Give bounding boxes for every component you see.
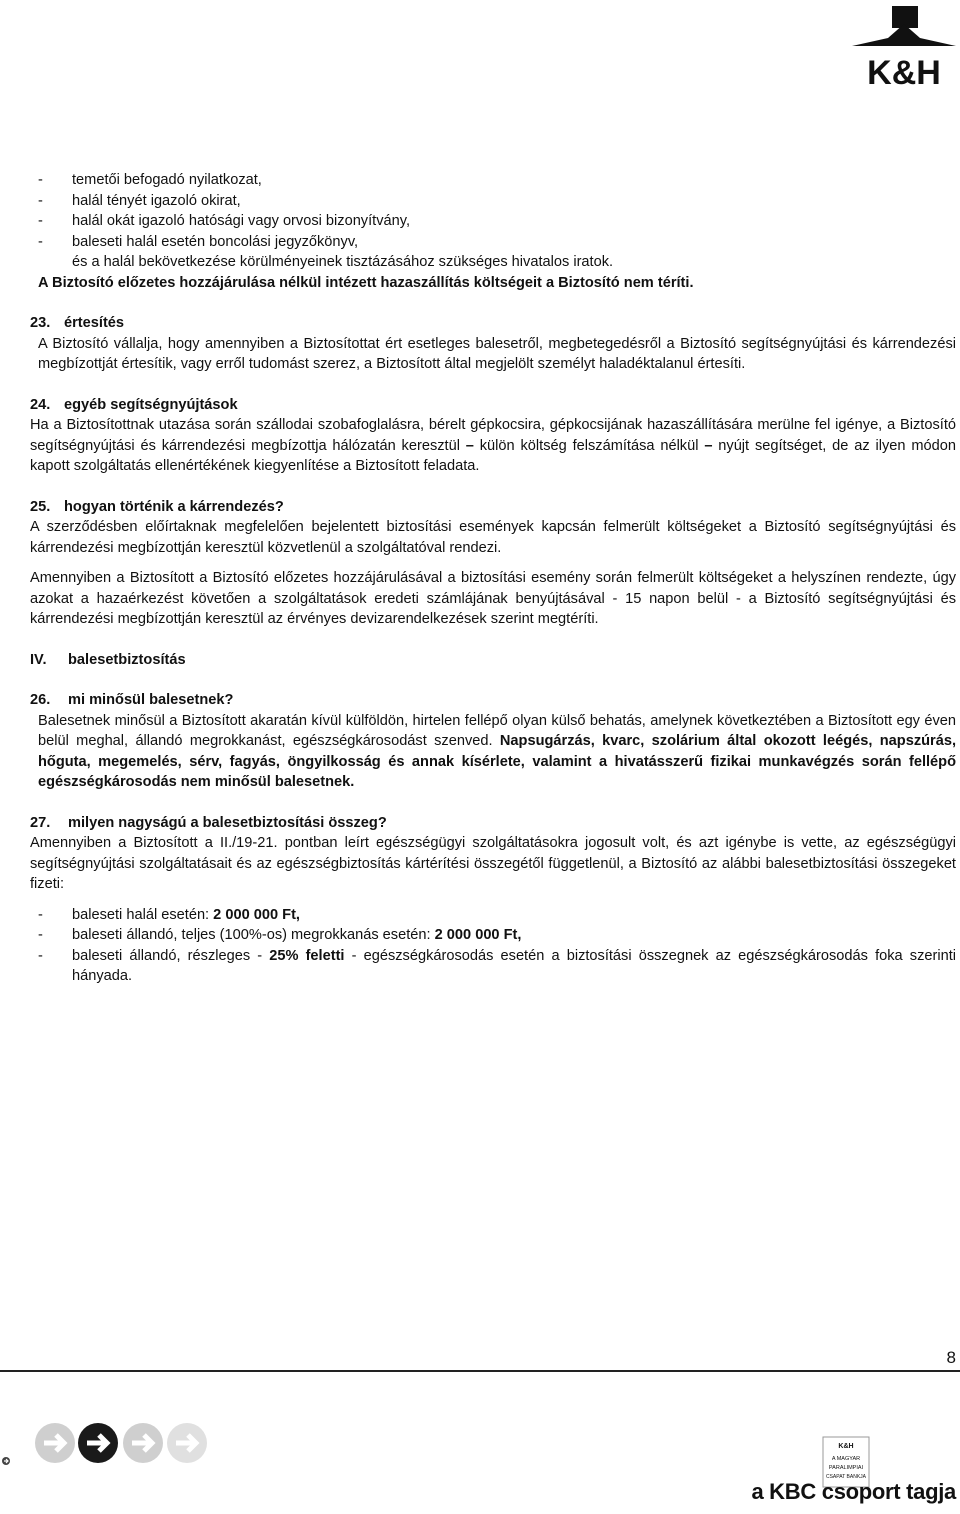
section-heading: 27. milyen nagyságú a balesetbiztosítási összeg? <box>30 814 387 831</box>
list-item: - halál tényét igazoló okirat, <box>38 192 241 209</box>
section-body: Amennyiben a Biztosított a Biztosító előzetes hozzájárulásával a biztosítási esemény során felmerült költségeket a helyszínen rendezte, úgy azokat a hazaérkezést követően a szolgáltatások eredeti számlájának benyújtásával - 15 napon belül - a Biztosító segítségnyújtási és kárrendezési megbízottján keresztül az érvényes devizarendelkezések szerint megtéríti. <box>30 570 956 627</box>
section-body: Amennyiben a Biztosított a II./19-21. pontban leírt egészségügyi szolgáltatásokra jogosult volt, és azt igénybe is vette, az egészségügyi segítségnyújtási szolgáltatásait és az egészségbiztosítás kártérítési összegétől függetlenül, a Biztosító az alábbi balesetbiztosítási összegeket fizeti: <box>30 835 956 892</box>
footer-divider <box>0 1370 960 1372</box>
list-item: - baleseti halál esetén boncolási jegyzőkönyv, <box>38 233 359 250</box>
document-body <box>30 170 956 987</box>
section-heading: 26. mi minősül balesetnek? <box>30 692 234 708</box>
svg-text:PARALIMPIAI: PARALIMPIAI <box>828 1465 864 1471</box>
transport-note: A Biztosító előzetes hozzájárulása nélkül intézett hazaszállítás költségeit a Biztosító nem téríti. <box>38 274 694 291</box>
svg-text:CSAPAT BANKJA: CSAPAT BANKJA <box>825 1474 867 1480</box>
svg-text:A MAGYAR: A MAGYAR <box>831 1456 861 1462</box>
section-heading: 24. egyéb segítségnyújtások <box>30 396 238 413</box>
list-item: - temetői befogadó nyilatkozat, <box>38 172 262 188</box>
section-25 <box>30 497 956 630</box>
list-item: - baleseti állandó, teljes (100%-os) megrokkanás esetén: 2 000 000 Ft, <box>38 927 522 943</box>
kbc-group-tagline: a KBC csoport tagja <box>751 1479 956 1504</box>
part-iv <box>30 650 956 671</box>
section-body: Balesetnek minősül a Biztosított akaratán kívül külföldön, hirtelen fellépő olyan külső behatás, amelynek következtében a Biztosított egy éven belül meghal, állandó megrokkanást, egészségkárosodást szenved. Napsugárzás, kvarc, szolárium által okozott leégés, napszúrás, hőguta, megemelés, sérv, fagyás, öngyilkosság és annak kísérlete, valamint a hivatásszerű fizikai munkavégzés során fellépő egészségkárosodás nem minősül balesetnek. <box>38 712 956 790</box>
section-body: Ha a Biztosítottnak utazása során szállodai szobafoglalásra, bérelt gépkocsira, gépkocsijának hazaszállítására merülne fel igénye, a Biztosító segítségnyújtási és kárrendezési megbízottja hálózatán keresztül – külön költség felszámítása nélkül – nyújt segítséget, de az ilyen módon kapott szolgáltatás ellenértékének kiegyenlítése a Biztosított feladata. <box>30 417 956 474</box>
section-24 <box>30 395 956 477</box>
section-body: A Biztosító vállalja, hogy amennyiben a Biztosítottat ért esetleges balesetről, megbetegedésről a Biztosító segítségnyújtási és kárrendezési megbízottját értesítik, vagy erről tudomást szerez, a Biztosított által megjelölt személyt haladéktalanul értesíti. <box>38 335 956 372</box>
list-item: - baleseti állandó, részleges - 25% feletti - egészségkárosodás esetén a biztosítási összegnek az egészségkárosodás foka szerinti hányada. <box>38 947 956 984</box>
section-body: A szerződésben előírtaknak megfelelően bejelentett biztosítási események kapcsán felmerült költségeket a Biztosító segítségnyújtási és kárrendezési megbízottján keresztül közvetlenül a szolgáltatóval rendezi. <box>30 519 956 556</box>
insurance-sums-list <box>30 905 956 987</box>
list-continuation: és a halál bekövetkezése körülményeinek tisztázásához szükséges hivatalos iratok. <box>72 254 614 270</box>
list-item: - halál okát igazoló hatósági vagy orvosi bizonyítvány, <box>38 213 411 229</box>
section-26 <box>30 690 956 793</box>
required-documents-list <box>30 170 956 252</box>
arrow-circles-icon <box>0 1415 220 1475</box>
page-number: 8 <box>946 1348 956 1367</box>
kh-logo <box>848 2 960 92</box>
section-heading: 25. hogyan történik a kárrendezés? <box>30 498 284 515</box>
list-item: - baleseti halál esetén: 2 000 000 Ft, <box>38 906 300 923</box>
section-23 <box>30 313 956 375</box>
svg-text:K&H: K&H <box>838 1443 854 1450</box>
logo-text: K&H <box>867 54 941 92</box>
part-heading: IV. balesetbiztosítás <box>30 651 186 668</box>
section-heading: 23. értesítés <box>30 315 125 331</box>
section-27 <box>30 813 956 987</box>
